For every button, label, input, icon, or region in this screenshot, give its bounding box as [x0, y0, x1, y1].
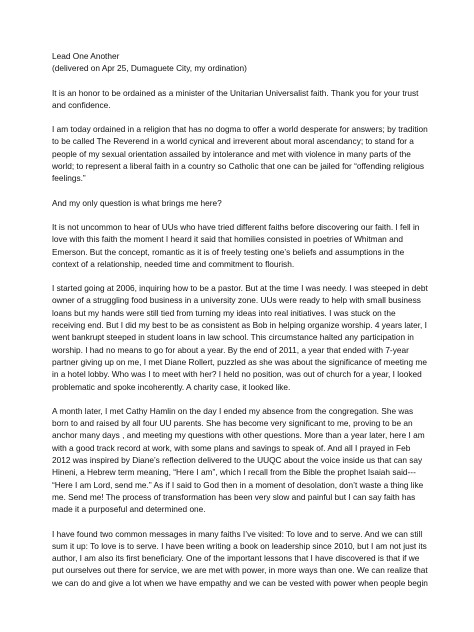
paragraph: I started going at 2006, inquiring how to be a pastor. But at the time I was needy. I was steeped in debt owner of a struggling food business in a university zone. UUs were ready to help with small business loans but my hands were still tied from turning my ideas into real initiatives. I was stuck on the receiving end. But I did my best to be as consistent as Bob in helping organize worship. 4 years later, I went bankrupt steeped in student loans in law school. This circumstance halted any participation in worship. I had no means to go for about a year. By the end of 2011, a year that ended with 7-year partner giving up on me, I met Diane Rollert, puzzled as she was about the significance of meeting me in a hotel lobby. Who was I to meet with her? I held no position, was out of church for a year, I looked problematic and spoke incoherently. A charity case, it looked like.: [52, 283, 428, 392]
paragraph: It is not uncommon to hear of UUs who have tried different faiths before discovering our faith. I fell in love with this faith the moment I heard it said that homilies consisted in poetries of Whitman and Emerson. But the concept, romantic as it is of freely testing one’s beliefs and assumptions in the context of a relationship, needed time and commitment to flourish.: [52, 221, 420, 269]
paragraph: And my only question is what brings me here?: [52, 197, 222, 208]
document-title: Lead One Another: [52, 51, 120, 61]
document-subtitle: (delivered on Apr 25, Dumaguete City, my ordination): [52, 63, 247, 74]
paragraph: A month later, I met Cathy Hamlin on the day I ended my absence from the congregation. She was born to and raised by all four UU parents. She has become very significant to me, proving to be an anchor many days , and meeting my questions with other questions. More than a year later, here I am with a good track record at work, with some plans and savings to speak of. And all I prayed in Feb 2012 was inspired by Diane’s reflection delivered to the UUQC about the voice inside us that can say Hineni, a Hebrew term meaning, “Here I am”, which I recall from the Bible the prophet Isaiah said--- “Here I am Lord, send me.” As if I said to God then in a moment of desolation, don’t waste a thing like me. Send me! The process of transformation has been very slow and painful but I can say faith has made it a purposeful and determined one.: [52, 405, 425, 515]
document-body: [52, 50, 430, 601]
paragraph: It is an honor to be ordained as a minister of the Unitarian Universalist faith. Thank you for your trust and confidence.: [52, 87, 419, 110]
paragraph: I have found two common messages in many faiths I’ve visited: To love and to serve. And we can still sum it up: To love is to serve. I have been writing a book on leadership since 2010, but I am not just its author, I am also its first beneficiary. One of the important lessons that I have discovered is that if we put ourselves out there for service, we are met with power, in more ways than one. We can realize that we can do and give a lot when we have empathy and we can be vested with power when people begin: [52, 528, 428, 588]
paragraph: I am today ordained in a religion that has no dogma to offer a world desperate for answers; by tradition to be called The Reverend in a world cynical and irreverent about moral ascendancy; to stand for a people of my sexual orientation assailed by intolerance and met with violence in many parts of the world; to represent a liberal faith in a country so Catholic that one can be jailed for “offending religious feelings.”: [52, 124, 428, 184]
